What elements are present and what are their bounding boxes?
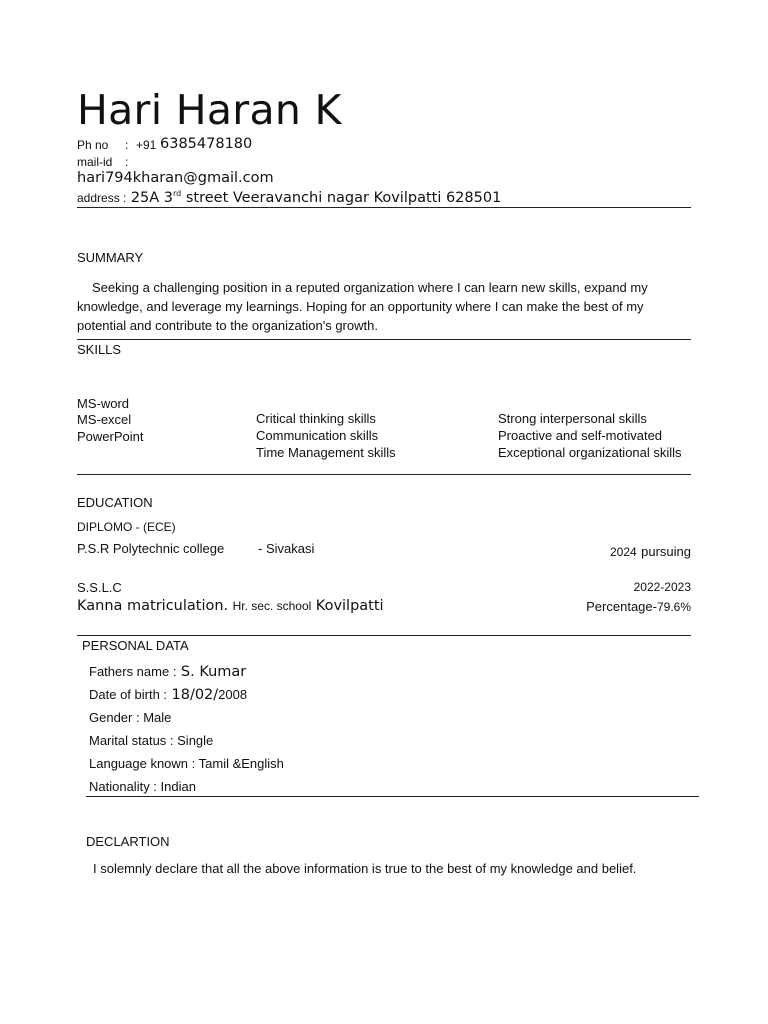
summary-heading: SUMMARY [77,250,144,265]
address-superscript: rd [173,189,182,199]
declaration-heading: DECLARTION [86,834,170,849]
address-part: 25A 3 [130,190,174,206]
skill-item: Critical thinking skills [256,411,376,426]
skill-item: Communication skills [256,428,379,443]
dob-label: Date of birth : [89,687,168,702]
resume-name: Hari Haran K [77,86,342,134]
dob-value: 18/02/ [171,687,219,703]
skill-item: Time Management skills [256,445,396,460]
skill-item: Exceptional organizational skills [498,445,682,460]
phone-separator: : [125,138,129,152]
mail-separator: : [125,155,129,169]
father-label: Fathers name : [89,664,177,679]
phone-prefix: +91 [136,138,157,152]
summary-divider [77,339,691,340]
skills-heading: SKILLS [77,342,122,357]
diploma-year: 2024 [609,545,637,559]
date-of-birth [89,686,247,704]
sslc-title: S.S.L.C [77,580,122,595]
nationality: Nationality : Indian [89,779,196,794]
father-name [89,663,246,681]
header-divider [77,207,691,208]
sslc-percentage [586,598,691,616]
diploma-year-status [610,543,691,561]
sslc-school-name: Kanna matriculation. [77,598,229,614]
skill-item: Proactive and self-motivated [498,428,663,443]
sslc-year: 2022-2023 [633,580,691,594]
education-heading: EDUCATION [77,495,153,510]
skill-item: PowerPoint [77,429,144,444]
diploma-status: pursuing [641,544,691,559]
address-label: address : [77,191,127,205]
skills-divider [77,474,691,475]
sslc-school [77,597,384,615]
diploma-institution: P.S.R Polytechnic college [77,541,225,556]
language-known: Language known : Tamil &English [89,756,284,771]
phone-label: Ph no [77,138,109,152]
address-line [77,189,501,207]
marital-status: Marital status : Single [89,733,214,748]
phone-number: 6385478180 [160,136,253,152]
address-part: street Veeravanchi nagar Kovilpatti 628501 [181,190,502,206]
skill-item: MS-word [77,396,130,411]
diploma-title: DIPLOMO - (ECE) [77,520,176,534]
declaration-text: I solemnly declare that all the above information is true to the best of my knowledge and belief. [93,861,637,876]
percentage-value: 79.6% [656,600,691,614]
mail-value: hari794kharan@gmail.com [77,170,274,186]
skill-item: Strong interpersonal skills [498,411,647,426]
diploma-location: - Sivakasi [258,541,315,556]
skill-item: MS-excel [77,412,132,427]
gender: Gender : Male [89,710,172,725]
dob-year: 2008 [218,687,248,702]
sslc-school-type: Hr. sec. school [232,599,312,613]
personal-divider [86,796,699,797]
address-value [131,190,502,206]
sslc-school-city: Kovilpatti [315,598,384,614]
father-value: S. Kumar [180,664,247,680]
personal-heading: PERSONAL DATA [82,638,189,653]
education-divider [77,635,691,636]
summary-text: Seeking a challenging position in a reputed organization where I can learn new skills, expand my knowledge, and leverage my learnings. Hoping for an opportunity where I can make the best of my potential and contribute to the organization's growth. [77,280,648,333]
mail-label: mail-id [77,155,113,169]
percentage-label: Percentage- [586,599,657,614]
